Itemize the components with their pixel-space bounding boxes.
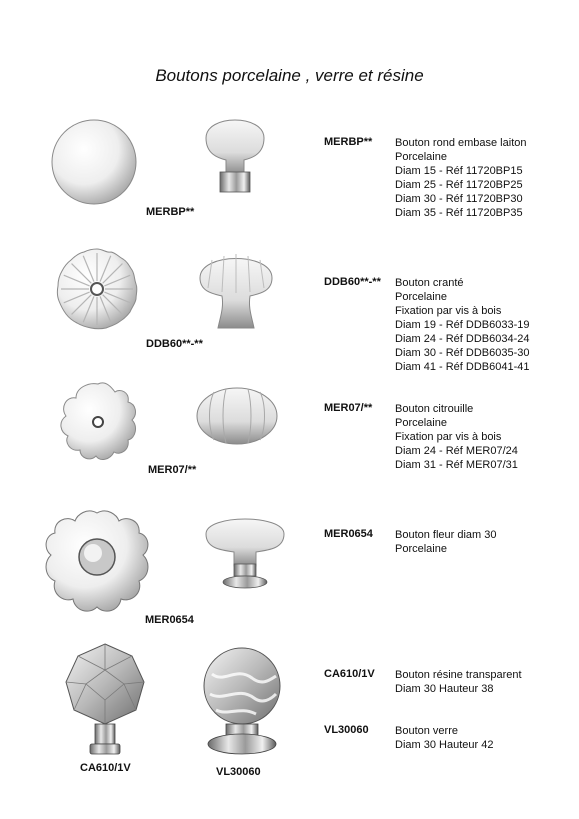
vl30060-image: [200, 644, 284, 766]
description-line: Bouton verre: [395, 725, 458, 737]
vl30060-image-label: VL30060: [216, 766, 261, 778]
ca610-description: [395, 668, 522, 696]
description-line: Diam 15 - Réf 11720BP15: [395, 165, 523, 177]
description-line: Bouton fleur diam 30: [395, 529, 497, 541]
description-line: Porcelaine: [395, 291, 447, 303]
description-line: Fixation par vis à bois: [395, 431, 502, 443]
ddb60-front-image: [54, 246, 140, 332]
description-line: Bouton citrouille: [395, 403, 474, 415]
mer0654-front-image: [42, 506, 152, 616]
vl30060-code: VL30060: [324, 724, 369, 736]
ddb60-description: [395, 276, 530, 374]
merbp-front-image: [50, 118, 138, 206]
merbp-side-image: [200, 108, 270, 200]
description-line: Porcelaine: [395, 543, 447, 555]
mer0654-code: MER0654: [324, 528, 373, 540]
description-line: Diam 30 - Réf DDB6035-30: [395, 347, 530, 359]
description-line: Bouton résine transparent: [395, 669, 522, 681]
description-line: Diam 35 - Réf 11720BP35: [395, 207, 523, 219]
vl30060-description: [395, 724, 493, 752]
description-line: Diam 30 Hauteur 42: [395, 739, 494, 751]
ddb60-side-image: [196, 248, 276, 332]
description-line: Diam 24 - Réf DDB6034-24: [395, 333, 530, 345]
description-line: Porcelaine: [395, 417, 447, 429]
mer0654-image-label: MER0654: [145, 614, 194, 626]
merbp-description: [395, 136, 526, 220]
description-line: Diam 31 - Réf MER07/31: [395, 459, 518, 471]
mer07-front-image: [56, 380, 140, 464]
mer07-description: [395, 402, 518, 472]
ddb60-image-label: DDB60**-**: [146, 338, 203, 350]
mer0654-side-image: [200, 512, 290, 594]
mer0654-description: [395, 528, 497, 556]
ca610-image-label: CA610/1V: [80, 762, 131, 774]
description-line: Diam 19 - Réf DDB6033-19: [395, 319, 530, 331]
merbp-code: MERBP**: [324, 136, 373, 148]
description-line: Bouton rond embase laiton: [395, 137, 527, 149]
ca610-code: CA610/1V: [324, 668, 375, 680]
ca610-image: [62, 640, 148, 762]
description-line: Diam 30 Hauteur 38: [395, 683, 494, 695]
merbp-image-label: MERBP**: [146, 206, 195, 218]
mer07-side-image: [194, 384, 280, 448]
ddb60-code: DDB60**-**: [324, 276, 381, 288]
description-line: Bouton cranté: [395, 277, 464, 289]
mer07-code: MER07/**: [324, 402, 373, 414]
description-line: Fixation par vis à bois: [395, 305, 502, 317]
description-line: Diam 25 - Réf 11720BP25: [395, 179, 523, 191]
description-line: Diam 41 - Réf DDB6041-41: [395, 361, 530, 373]
page-title: Boutons porcelaine , verre et résine: [155, 66, 424, 85]
description-line: Diam 24 - Réf MER07/24: [395, 445, 518, 457]
mer07-image-label: MER07/**: [148, 464, 197, 476]
description-line: Porcelaine: [395, 151, 447, 163]
description-line: Diam 30 - Réf 11720BP30: [395, 193, 523, 205]
